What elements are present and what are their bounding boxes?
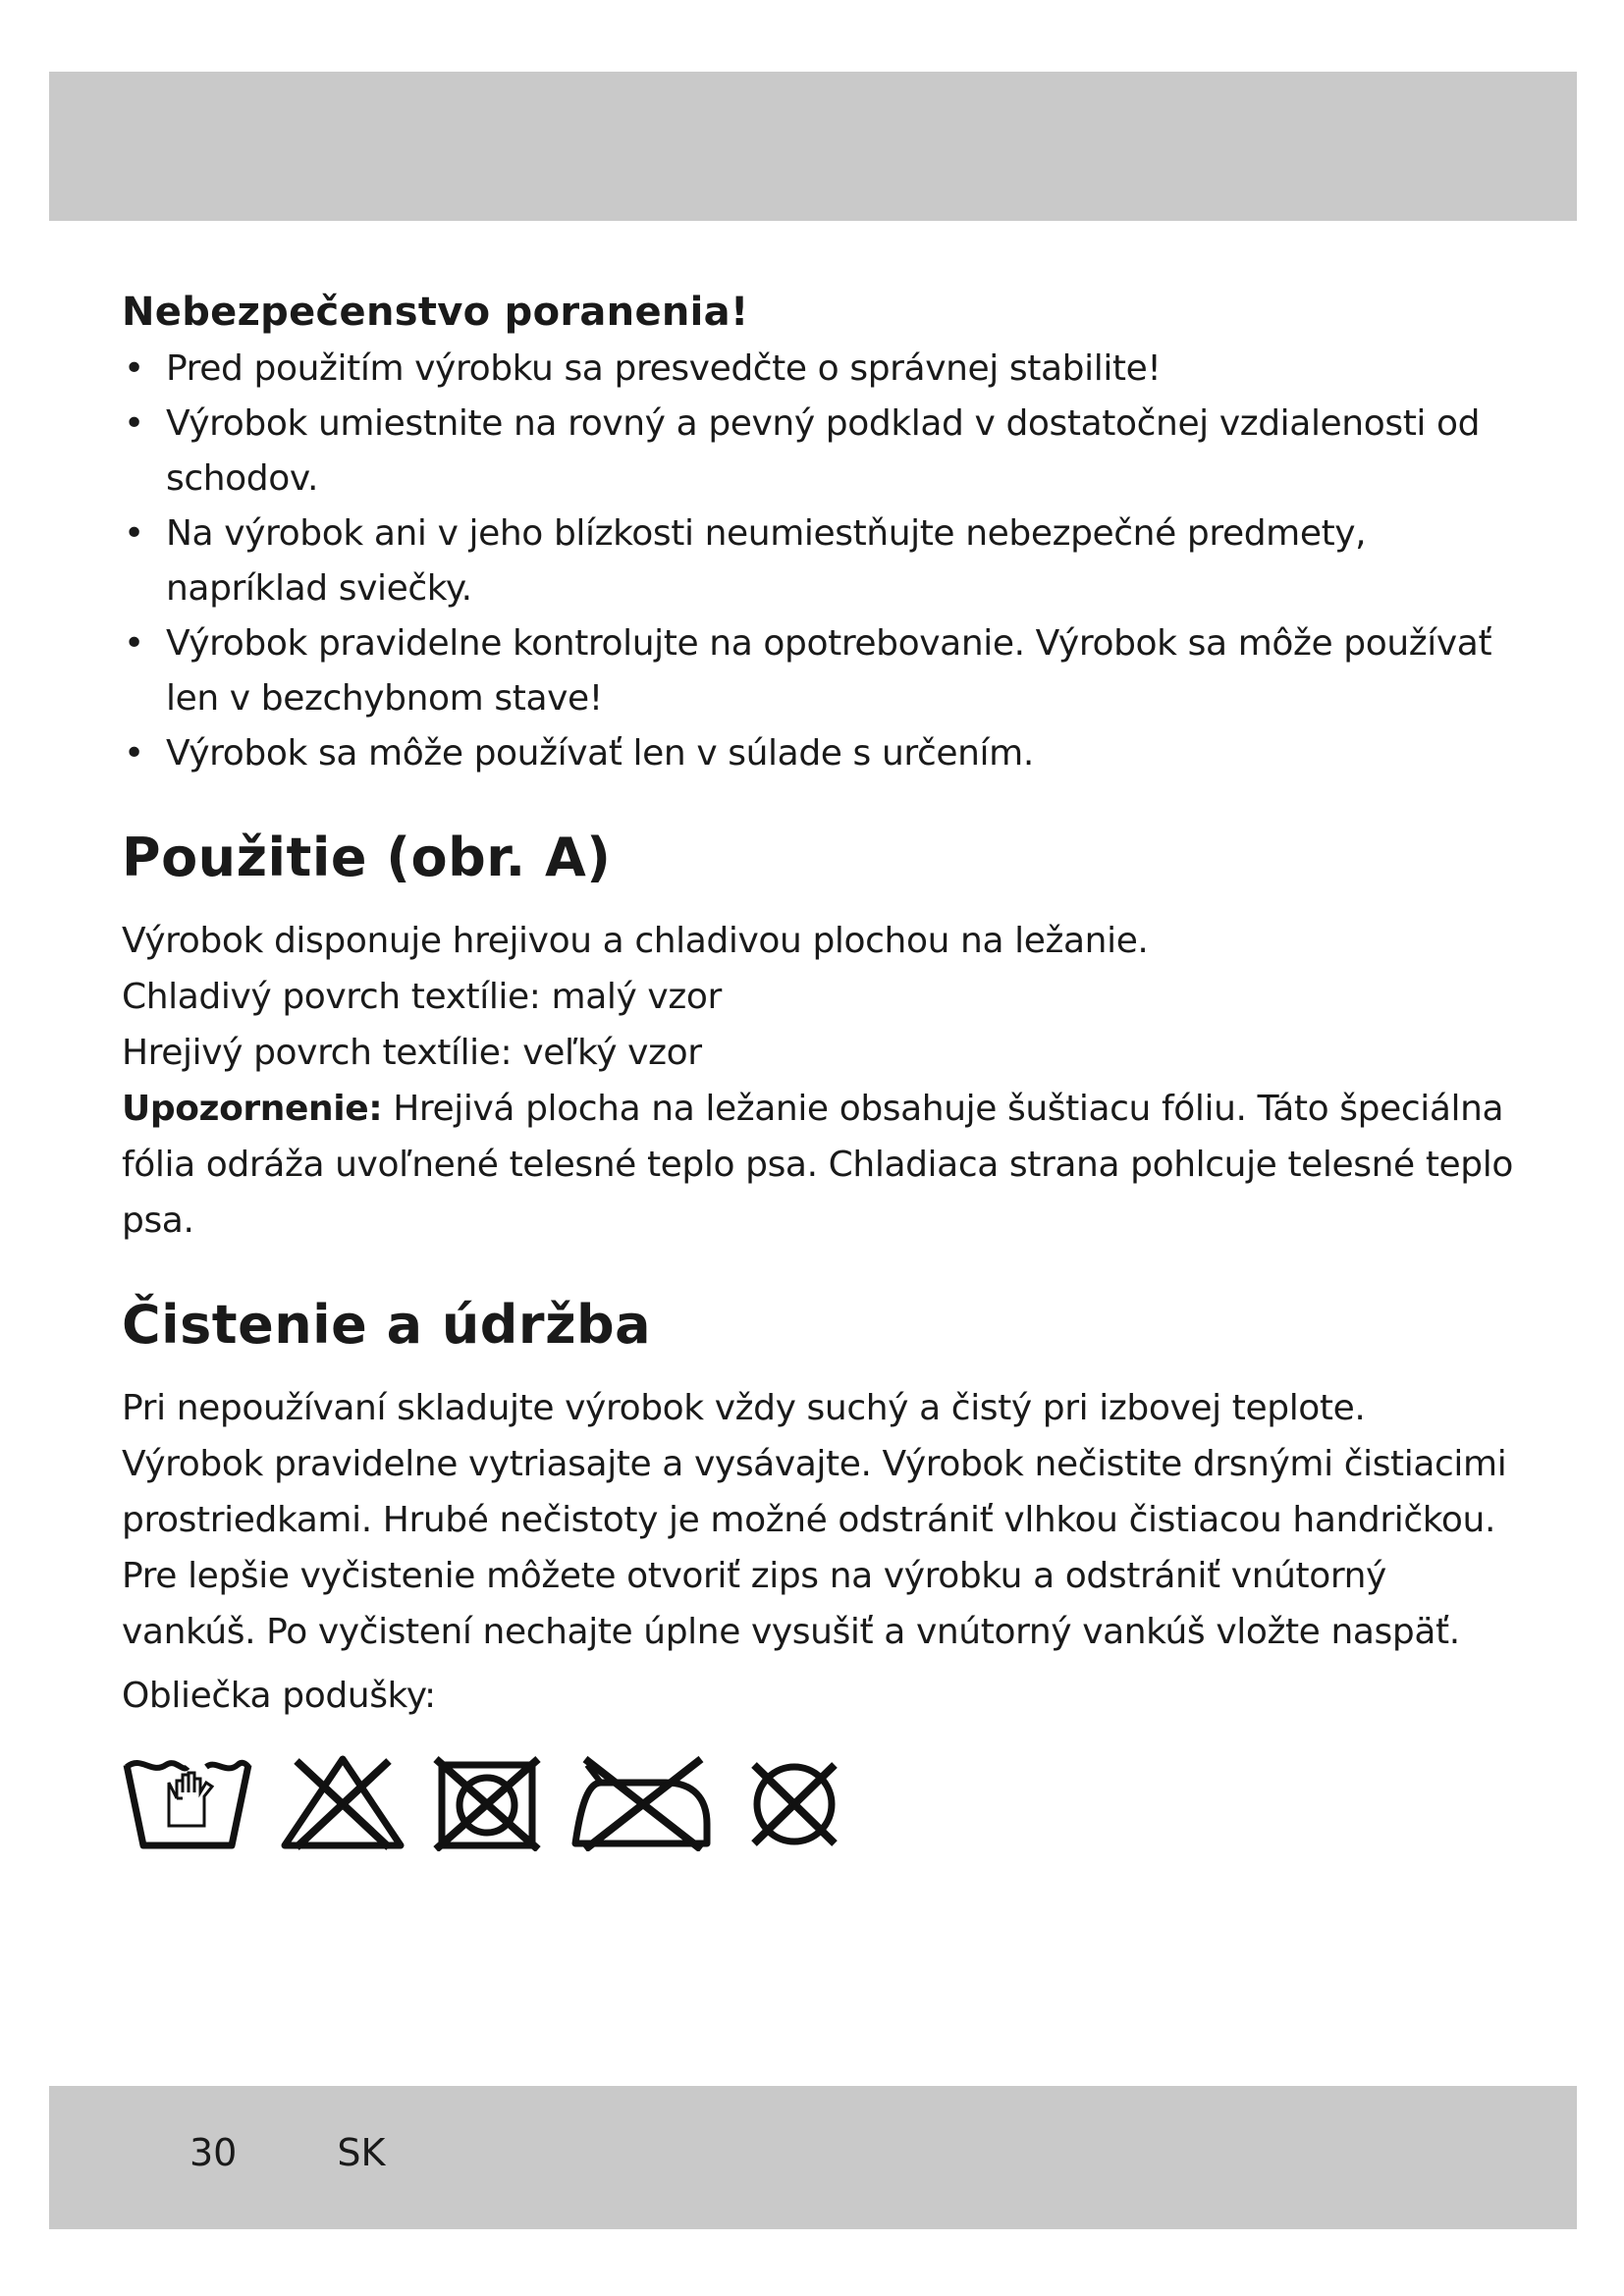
- usage-heading: Použitie (obr. A): [122, 827, 612, 888]
- warning-list: [122, 342, 1516, 781]
- warning-item: • Výrobok sa môže používať len v súlade s určením.: [122, 726, 1516, 781]
- usage-note-label: Upozornenie:: [122, 1089, 383, 1129]
- language-code: SK: [337, 2131, 386, 2174]
- pillowcase-label: Obliečka podušky:: [122, 1676, 436, 1716]
- warning-item: • Výrobok umiestnite na rovný a pevný podklad v dostatočnej vzdialenosti od schodov.: [122, 397, 1516, 507]
- cleaning-text: Pri nepoužívaní skladujte výrobok vždy suchý a čistý pri izbovej teplote. Výrobok pravidelne vytriasajte a vysávajte. Výrobok nečistite drsnými čistiacimi prostriedkami. Hrubé nečistoty je možné odstrániť vlhkou čistiacou handričkou. Pre lepšie vyčistenie môžete otvoriť zips na výrobku a odstrániť vnútorný vankúš. Po vyčistení nechajte úplne vysušiť a vnútorný vankúš vložte naspäť.: [122, 1388, 1507, 1652]
- warning-item: • Pred použitím výrobku sa presvedčte o správnej stabilite!: [122, 342, 1516, 397]
- page-content: [122, 285, 1516, 1851]
- usage-note: [122, 1081, 1516, 1249]
- warning-item: • Výrobok pravidelne kontrolujte na opotrebovanie. Výrobok sa môže používať len v bezchybnom stave!: [122, 616, 1516, 726]
- no-iron-icon: [568, 1753, 715, 1851]
- usage-line-3: Hrejivý povrch textílie: veľký vzor: [122, 1033, 702, 1073]
- care-symbols: [122, 1753, 1516, 1851]
- header-band: [49, 72, 1577, 221]
- usage-line-1: Výrobok disponuje hrejivou a chladivou plochou na ležanie.: [122, 921, 1149, 961]
- hand-wash-icon: [122, 1753, 253, 1851]
- no-bleach-icon: [279, 1753, 406, 1851]
- usage-note-text: Hrejivá plocha na ležanie obsahuje šuštiacu fóliu. Táto špeciálna fólia odráža uvoľnené telesné teplo psa. Chladiaca strana pohlcuje telesné teplo psa.: [122, 1089, 1513, 1241]
- footer: [189, 2131, 385, 2174]
- warning-item: • Na výrobok ani v jeho blízkosti neumiestňujte nebezpečné predmety, napríklad sviečky.: [122, 507, 1516, 616]
- usage-line-2: Chladivý povrch textílie: malý vzor: [122, 977, 722, 1017]
- page-number: 30: [189, 2131, 238, 2174]
- no-tumble-dry-icon: [432, 1753, 542, 1851]
- cleaning-heading: Čistenie a údržba: [122, 1294, 652, 1356]
- no-dry-clean-icon: [740, 1753, 848, 1851]
- warning-title: Nebezpečenstvo poranenia!: [122, 290, 749, 335]
